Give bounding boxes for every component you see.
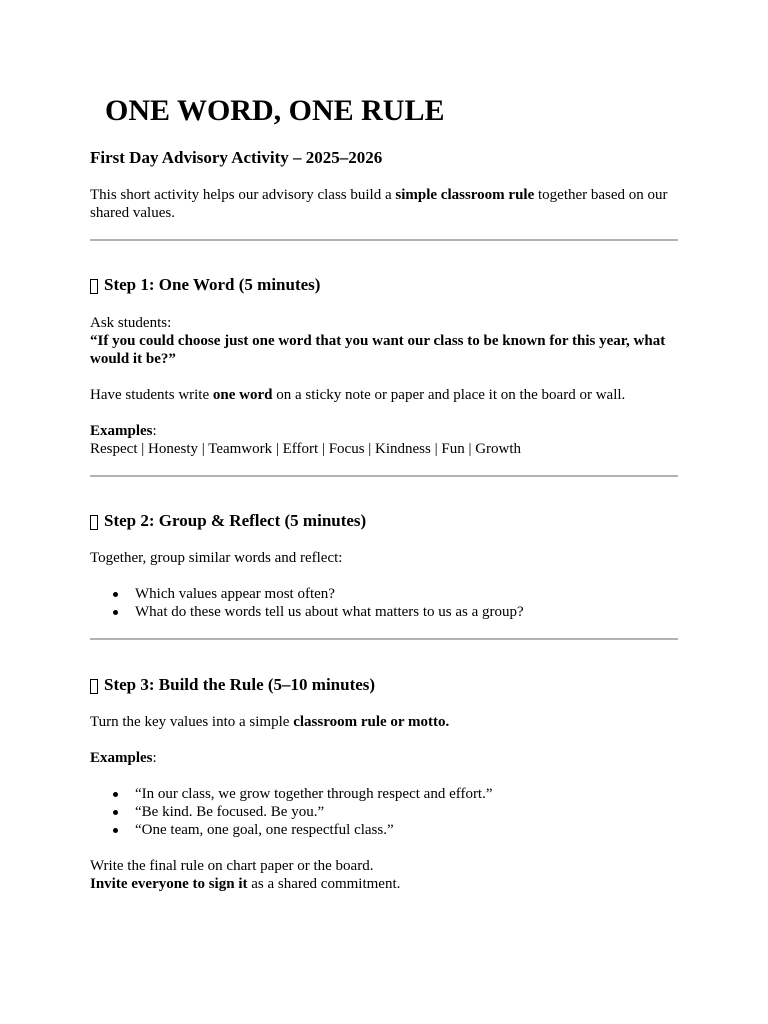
step-1-instruction-before: Have students write [90,387,213,403]
step-1-ask-label: Ask students: [90,315,172,331]
bullet-dot-icon [113,810,118,815]
step-2-intro: Together, group similar words and reflect: [90,550,343,566]
list-item-text: “Be kind. Be focused. Be you.” [135,804,325,820]
intro-paragraph [90,186,678,222]
step-2-heading-text: Step 2: Group & Reflect (5 minutes) [104,511,367,530]
divider-2 [90,475,678,477]
step-1-examples-colon: : [152,423,157,439]
list-item [90,785,678,803]
intro-text-before: This short activity helps our advisory class build a [90,187,396,203]
list-item [90,803,678,821]
step-1-examples-list: Respect | Honesty | Teamwork | Effort | Focus | Kindness | Fun | Growth [90,441,522,457]
step-2-bullet-list [90,585,678,621]
step-3-examples-label-text: Examples [90,750,153,766]
step-1-examples-label-text: Examples [90,423,153,439]
list-item [90,603,678,621]
step-1-instruction-bold: one word [212,387,273,403]
intro-text-after: together based on our shared values. [90,187,668,221]
step-1-question-text: “If you could choose just one word that you want our class to be known for this year, what would it be?” [90,333,666,367]
bullet-dot-icon [113,610,118,615]
step-3-heading [90,675,375,695]
step-1-instruction [90,386,678,404]
intro-text-bold: simple classroom rule [395,187,535,203]
list-item [90,585,678,603]
list-item-text: Which values appear most often? [135,586,335,602]
step-3-invite-after: as a shared commitment. [247,876,401,892]
step-1-heading-text: Step 1: One Word (5 minutes) [104,275,321,294]
step-1-heading [90,275,320,295]
step-1-instruction-after: on a sticky note or paper and place it on the board or wall. [272,387,626,403]
bullet-dot-icon [113,592,118,597]
step-3-intro-before: Turn the key values into a simple [90,714,294,730]
step-3-final-line: Write the final rule on chart paper or the board. [90,858,374,874]
bullet-dot-icon [113,828,118,833]
step-3-invite-line [90,875,678,893]
bullet-dot-icon [113,792,118,797]
step-3-examples-label [90,749,678,767]
missing-glyph-icon [90,515,98,530]
list-item-text: “One team, one goal, one respectful class.” [135,822,394,838]
divider-1 [90,239,678,241]
divider-3 [90,638,678,640]
step-3-intro-bold: classroom rule or motto. [293,714,450,730]
step-3-bullet-list [90,785,678,839]
page-title: ONE WORD, ONE RULE [105,94,445,127]
list-item [90,821,678,839]
list-item-text: What do these words tell us about what matters to us as a group? [135,604,524,620]
step-3-intro [90,713,678,731]
step-1-question [90,332,678,368]
step-1-examples-label [90,422,678,440]
step-3-invite-bold: Invite everyone to sign it [90,876,248,892]
step-2-heading [90,511,366,531]
page-subtitle: First Day Advisory Activity – 2025–2026 [90,148,383,167]
list-item-text: “In our class, we grow together through respect and effort.” [135,786,493,802]
step-3-heading-text: Step 3: Build the Rule (5–10 minutes) [104,675,376,694]
missing-glyph-icon [90,679,98,694]
step-3-examples-colon: : [152,750,157,766]
missing-glyph-icon [90,279,98,294]
